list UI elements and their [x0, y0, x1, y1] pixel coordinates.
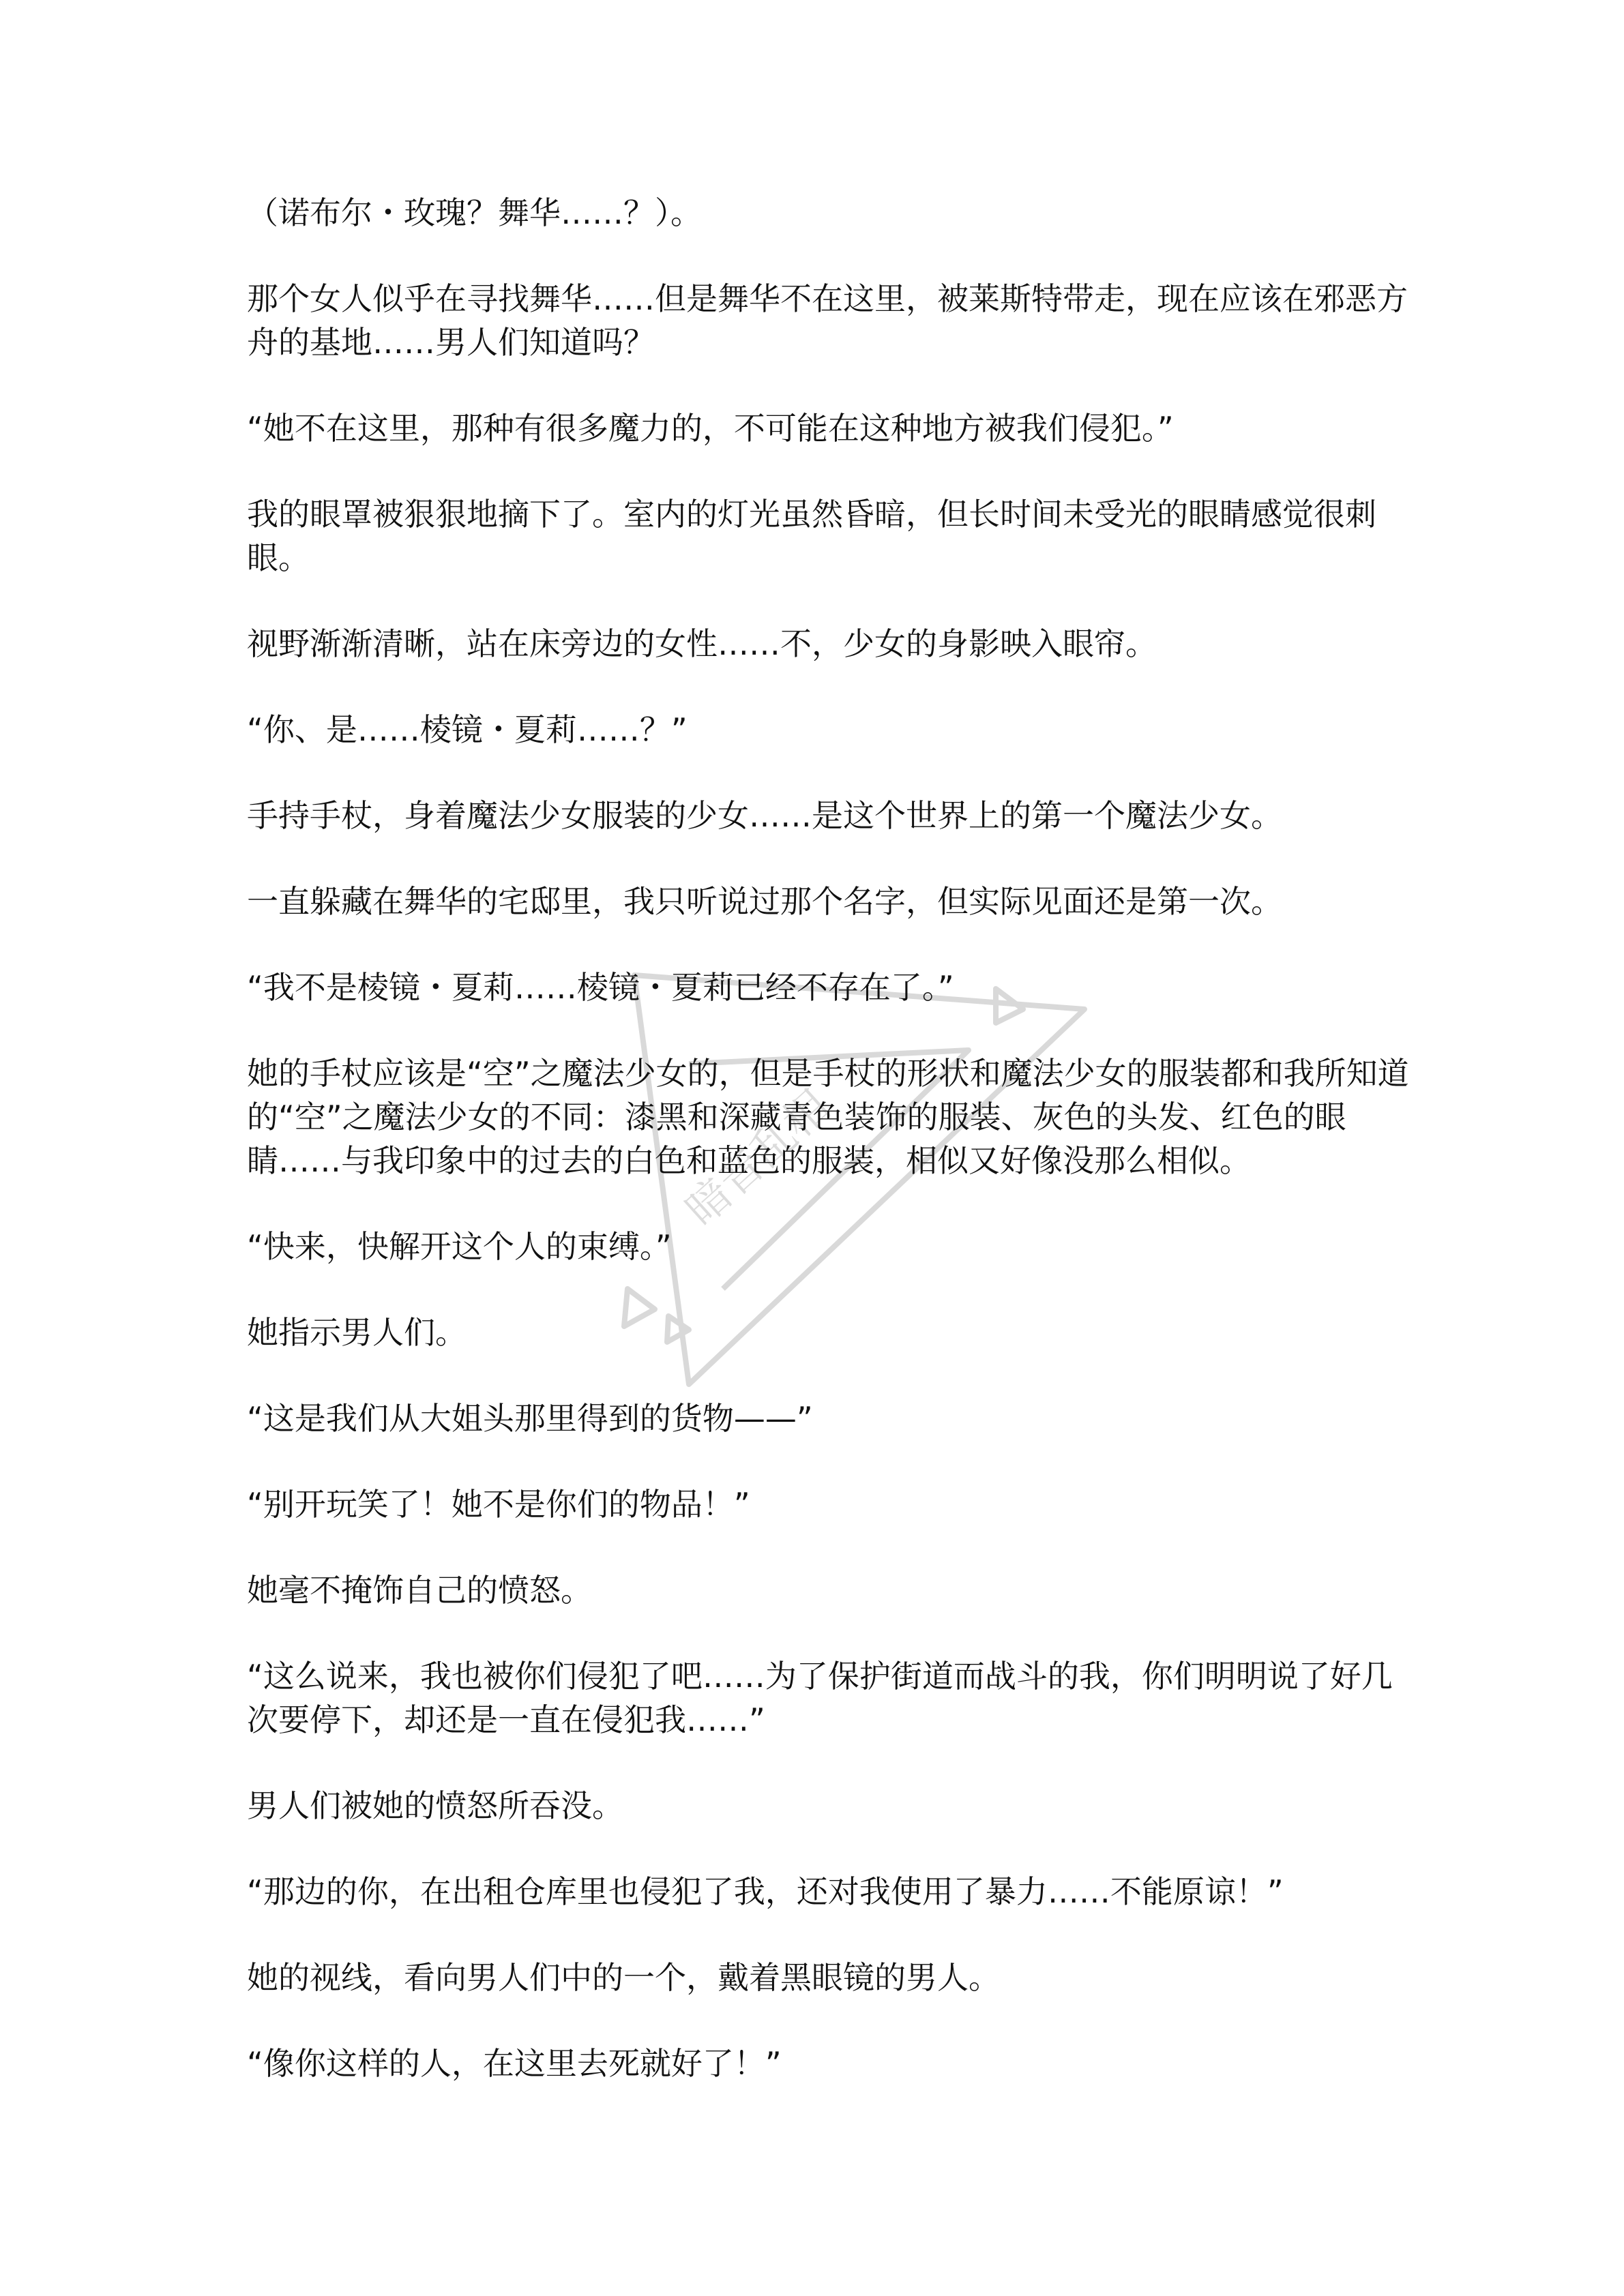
- text-column: [247, 191, 1420, 2128]
- paragraph-20: “像你这样的人，在这里去死就好了！”: [247, 2045, 782, 2082]
- paragraph-14: “别开玩笑了！她不是你们的物品！”: [247, 1486, 750, 1523]
- paragraph-7: 手持手杖，身着魔法少女服装的少女……是这个世界上的第一个魔法少女。: [247, 797, 1282, 834]
- paragraph-6: “你、是……棱镜・夏莉……？”: [247, 711, 688, 748]
- paragraph-19: 她的视线，看向男人们中的一个，戴着黑眼镜的男人。: [247, 1959, 1000, 1996]
- watermark-text: 暗音乱相: [676, 1081, 840, 1236]
- paragraph-13: “这是我们从大姐头那里得到的货物——”: [247, 1400, 813, 1437]
- paragraph-2: 那个女人似乎在寻找舞华……但是舞华不在这里，被莱斯特带走，现在应该在邪恶方舟的基地……男人们知道吗？: [247, 280, 1408, 361]
- paragraph-12: 她指示男人们。: [247, 1314, 467, 1351]
- paragraph-16: “这么说来，我也被你们侵犯了吧……为了保护街道而战斗的我，你们明明说了好几次要停下，却还是一直在侵犯我……”: [247, 1658, 1393, 1738]
- paragraph-1: （诺布尔・玫瑰？舞华……？）。: [247, 194, 702, 231]
- paragraph-10: 她的手杖应该是“空”之魔法少女的，但是手杖的形状和魔法少女的服装都和我所知道的“空”之魔法少女的不同：漆黑和深藏青色装饰的服装、灰色的头发、红色的眼睛……与我印象中的过去的白色和蓝色的服装，相似又好像没那么相似。: [247, 1055, 1409, 1179]
- paragraph-3: “她不在这里，那种有很多魔力的，不可能在这种地方被我们侵犯。”: [247, 410, 1174, 447]
- paragraph-8: 一直躲藏在舞华的宅邸里，我只听说过那个名字，但实际见面还是第一次。: [247, 883, 1282, 920]
- paragraph-17: 男人们被她的愤怒所吞没。: [247, 1787, 623, 1824]
- paragraph-15: 她毫不掩饰自己的愤怒。: [247, 1572, 592, 1609]
- paragraph-18: “那边的你，在出租仓库里也侵犯了我，还对我使用了暴力……不能原谅！”: [247, 1873, 1284, 1910]
- paragraph-9: “我不是棱镜・夏莉……棱镜・夏莉已经不存在了。”: [247, 969, 954, 1006]
- paragraph-11: “快来，快解开这个人的束缚。”: [247, 1228, 672, 1265]
- paragraph-5: 视野渐渐清晰，站在床旁边的女性……不，少女的身影映入眼帘。: [247, 625, 1157, 662]
- paragraph-4: 我的眼罩被狠狠地摘下了。室内的灯光虽然昏暗，但长时间未受光的眼睛感觉很刺眼。: [247, 496, 1376, 576]
